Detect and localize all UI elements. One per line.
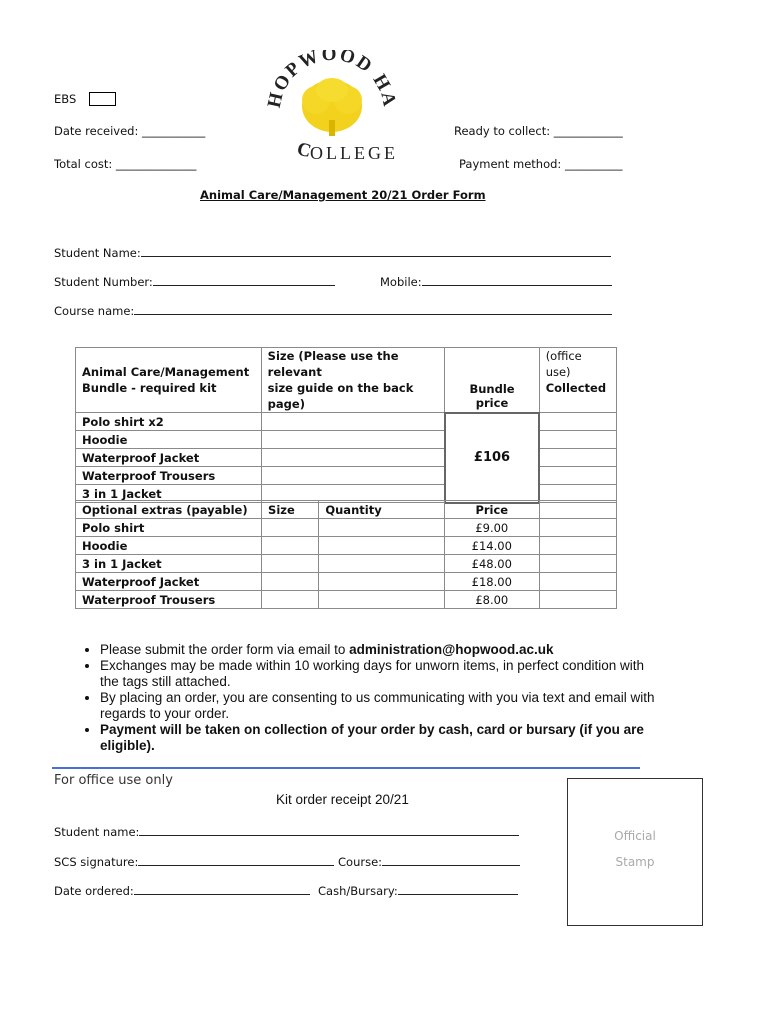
bundle-size-cell[interactable] xyxy=(261,449,445,467)
bundle-item: Waterproof Jacket xyxy=(76,449,262,467)
extras-quantity-cell[interactable] xyxy=(319,591,445,609)
student-number-row xyxy=(54,275,335,289)
student-name-input[interactable] xyxy=(141,255,611,257)
extras-office-cell[interactable] xyxy=(539,519,616,537)
office-course-row xyxy=(338,855,520,869)
extras-price: £48.00 xyxy=(445,555,540,573)
note-exchanges: • Exchanges may be made within 10 working days for unworn items, in perfect condition with the tags still attached. xyxy=(100,658,660,690)
extras-item: Hoodie xyxy=(76,537,262,555)
office-student-name-input[interactable] xyxy=(139,834,519,836)
extras-price: £9.00 xyxy=(445,519,540,537)
extras-office-cell[interactable] xyxy=(539,591,616,609)
scs-signature-label: SCS signature: xyxy=(54,855,139,869)
bundle-collected-cell[interactable] xyxy=(539,413,616,431)
bundle-price: £106 xyxy=(445,413,539,503)
extras-quantity-cell[interactable] xyxy=(319,573,445,591)
scs-signature-input[interactable] xyxy=(138,864,334,866)
bundle-item: Hoodie xyxy=(76,431,262,449)
office-course-label: Course: xyxy=(338,855,383,869)
office-student-name-label: Student name: xyxy=(54,825,140,839)
extras-size-cell[interactable] xyxy=(262,555,319,573)
bundle-col-price-header: Bundle price xyxy=(445,348,539,413)
bundle-col-item-header: Animal Care/Management Bundle - required kit xyxy=(76,348,262,413)
college-logo xyxy=(266,50,398,162)
notes-list xyxy=(78,642,660,754)
extras-item: 3 in 1 Jacket xyxy=(76,555,262,573)
bundle-size-cell[interactable] xyxy=(261,413,445,431)
extras-size-cell[interactable] xyxy=(262,537,319,555)
extras-price: £8.00 xyxy=(445,591,540,609)
svg-text:HOPWOOD HALL: HOPWOOD HA xyxy=(266,50,398,110)
student-name-row xyxy=(54,246,611,260)
bundle-size-cell[interactable] xyxy=(261,431,445,449)
office-course-input[interactable] xyxy=(382,864,520,866)
official-stamp-box xyxy=(567,778,703,926)
mobile-row xyxy=(380,275,612,289)
bundle-collected-cell[interactable] xyxy=(539,449,616,467)
extras-size-cell[interactable] xyxy=(262,573,319,591)
scs-signature-row xyxy=(54,855,334,869)
extras-quantity-cell[interactable] xyxy=(319,555,445,573)
cash-bursary-input[interactable] xyxy=(398,893,518,895)
form-title: Animal Care/Management 20/21 Order Form xyxy=(200,188,486,202)
bundle-item: 3 in 1 Jacket xyxy=(76,485,262,503)
extras-col-item-header: Optional extras (payable) xyxy=(76,501,262,519)
stamp-label-line1: Official xyxy=(614,829,656,843)
note-email: • Please submit the order form via email to administration@hopwood.ac.uk xyxy=(100,642,660,658)
extras-item: Polo shirt xyxy=(76,519,262,537)
course-name-row xyxy=(54,304,612,318)
bundle-collected-cell[interactable] xyxy=(539,467,616,485)
extras-col-price-header: Price xyxy=(445,501,540,519)
extras-price: £18.00 xyxy=(445,573,540,591)
extras-office-cell[interactable] xyxy=(539,555,616,573)
note-consent: • By placing an order, you are consenting to us communicating with you via text and email with regards to your order. xyxy=(100,690,660,722)
mobile-label: Mobile: xyxy=(380,275,422,289)
student-number-label: Student Number: xyxy=(54,275,153,289)
extras-size-cell[interactable] xyxy=(262,591,319,609)
office-student-name-row xyxy=(54,825,519,839)
bundle-table xyxy=(75,347,617,504)
payment-method-field[interactable]: Payment method: __________ xyxy=(459,157,623,171)
svg-text:C: C xyxy=(294,138,314,162)
ebs-label: EBS xyxy=(54,92,77,106)
extras-col-office-header xyxy=(539,501,616,519)
mobile-input[interactable] xyxy=(422,284,612,286)
cash-bursary-row xyxy=(318,884,518,898)
extras-col-size-header: Size xyxy=(262,501,319,519)
extras-item: Waterproof Trousers xyxy=(76,591,262,609)
extras-price: £14.00 xyxy=(445,537,540,555)
extras-size-cell[interactable] xyxy=(262,519,319,537)
section-divider xyxy=(52,767,640,769)
cash-bursary-label: Cash/Bursary: xyxy=(318,884,398,898)
admin-email-link[interactable]: administration@hopwood.ac.uk xyxy=(349,642,554,657)
office-use-label: For office use only xyxy=(54,773,173,788)
course-name-label: Course name: xyxy=(54,304,135,318)
note-payment: • Payment will be taken on collection of your order by cash, card or bursary (if you are eligible). xyxy=(100,722,660,754)
course-name-input[interactable] xyxy=(134,313,612,315)
date-ordered-input[interactable] xyxy=(134,893,310,895)
bundle-col-collected-header: (office use) Collected xyxy=(539,348,616,413)
date-received-field[interactable]: Date received: ___________ xyxy=(54,124,206,138)
total-cost-field[interactable]: Total cost: ______________ xyxy=(54,157,197,171)
ready-to-collect-field[interactable]: Ready to collect: ____________ xyxy=(454,124,623,138)
student-name-label: Student Name: xyxy=(54,246,141,260)
bundle-size-cell[interactable] xyxy=(261,467,445,485)
ebs-checkbox[interactable] xyxy=(89,92,116,106)
date-ordered-row xyxy=(54,884,310,898)
bundle-col-size-header: Size (Please use the relevant size guide on the back page) xyxy=(261,348,445,413)
receipt-title: Kit order receipt 20/21 xyxy=(276,792,409,807)
student-number-input[interactable] xyxy=(153,284,335,286)
extras-office-cell[interactable] xyxy=(539,573,616,591)
bundle-item: Polo shirt x2 xyxy=(76,413,262,431)
extras-col-quantity-header: Quantity xyxy=(319,501,445,519)
stamp-label-line2: Stamp xyxy=(615,855,655,869)
bundle-collected-cell[interactable] xyxy=(539,431,616,449)
extras-quantity-cell[interactable] xyxy=(319,537,445,555)
date-ordered-label: Date ordered: xyxy=(54,884,134,898)
extras-office-cell[interactable] xyxy=(539,537,616,555)
extras-table xyxy=(75,500,617,609)
extras-item: Waterproof Jacket xyxy=(76,573,262,591)
svg-text:OLLEGE: OLLEGE xyxy=(310,143,398,162)
extras-quantity-cell[interactable] xyxy=(319,519,445,537)
bundle-item: Waterproof Trousers xyxy=(76,467,262,485)
